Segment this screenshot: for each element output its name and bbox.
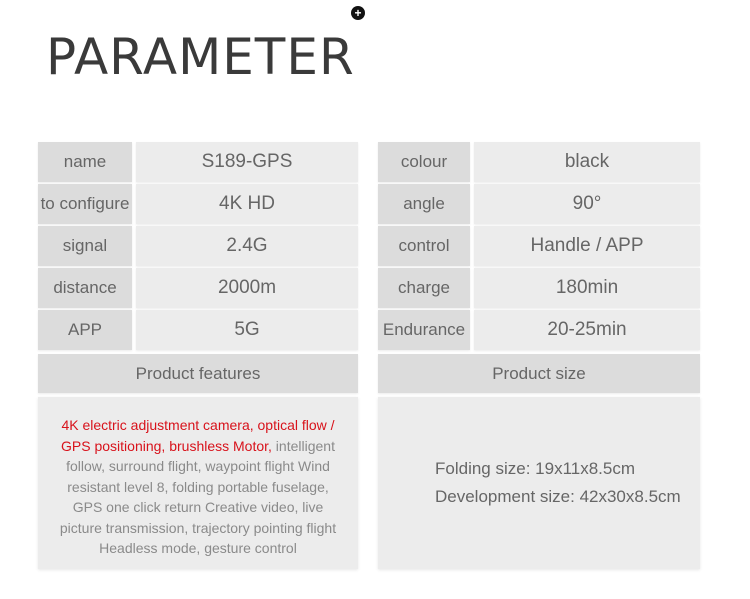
features-highlight: 4K electric adjustment camera, optical flow / GPS positioning, brushless Motor, <box>61 417 335 454</box>
param-value-endurance: 20-25min <box>474 310 700 350</box>
plus-circle-icon[interactable]: + <box>351 6 365 20</box>
param-value-configure: 4K HD <box>136 184 358 224</box>
param-label-angle: angle <box>378 184 470 224</box>
folding-size: Folding size: 19x11x8.5cm <box>435 459 636 478</box>
features-text: intelligent follow, surround flight, waypoint flight Wind resistant level 8, folding portable fuselage, GPS one click return Creative video, live picture transmission, trajectory pointing flight Headless mode, gesture control <box>59 437 337 556</box>
development-size: Development size: 42x30x8.5cm <box>435 487 681 506</box>
param-value-name: S189-GPS <box>136 142 358 182</box>
param-label-colour: colour <box>378 142 470 182</box>
param-label-signal: signal <box>38 226 132 266</box>
param-value-control: Handle / APP <box>474 226 700 266</box>
param-label-name: name <box>38 142 132 182</box>
param-value-colour: black <box>474 142 700 182</box>
product-size-header: Product size <box>378 354 700 393</box>
param-label-control: control <box>378 226 470 266</box>
param-label-distance: distance <box>38 268 132 308</box>
product-features-header: Product features <box>38 354 358 393</box>
param-value-distance: 2000m <box>136 268 358 308</box>
param-value-angle: 90° <box>474 184 700 224</box>
param-label-app: APP <box>38 310 132 350</box>
param-value-charge: 180min <box>474 268 700 308</box>
page-title: PARAMETER <box>46 28 355 86</box>
param-label-charge: charge <box>378 268 470 308</box>
param-label-configure: to configure <box>38 184 132 224</box>
product-size-box <box>378 397 700 569</box>
param-value-signal: 2.4G <box>136 226 358 266</box>
product-features-box <box>38 397 358 569</box>
param-label-endurance: Endurance <box>378 310 470 350</box>
param-value-app: 5G <box>136 310 358 350</box>
